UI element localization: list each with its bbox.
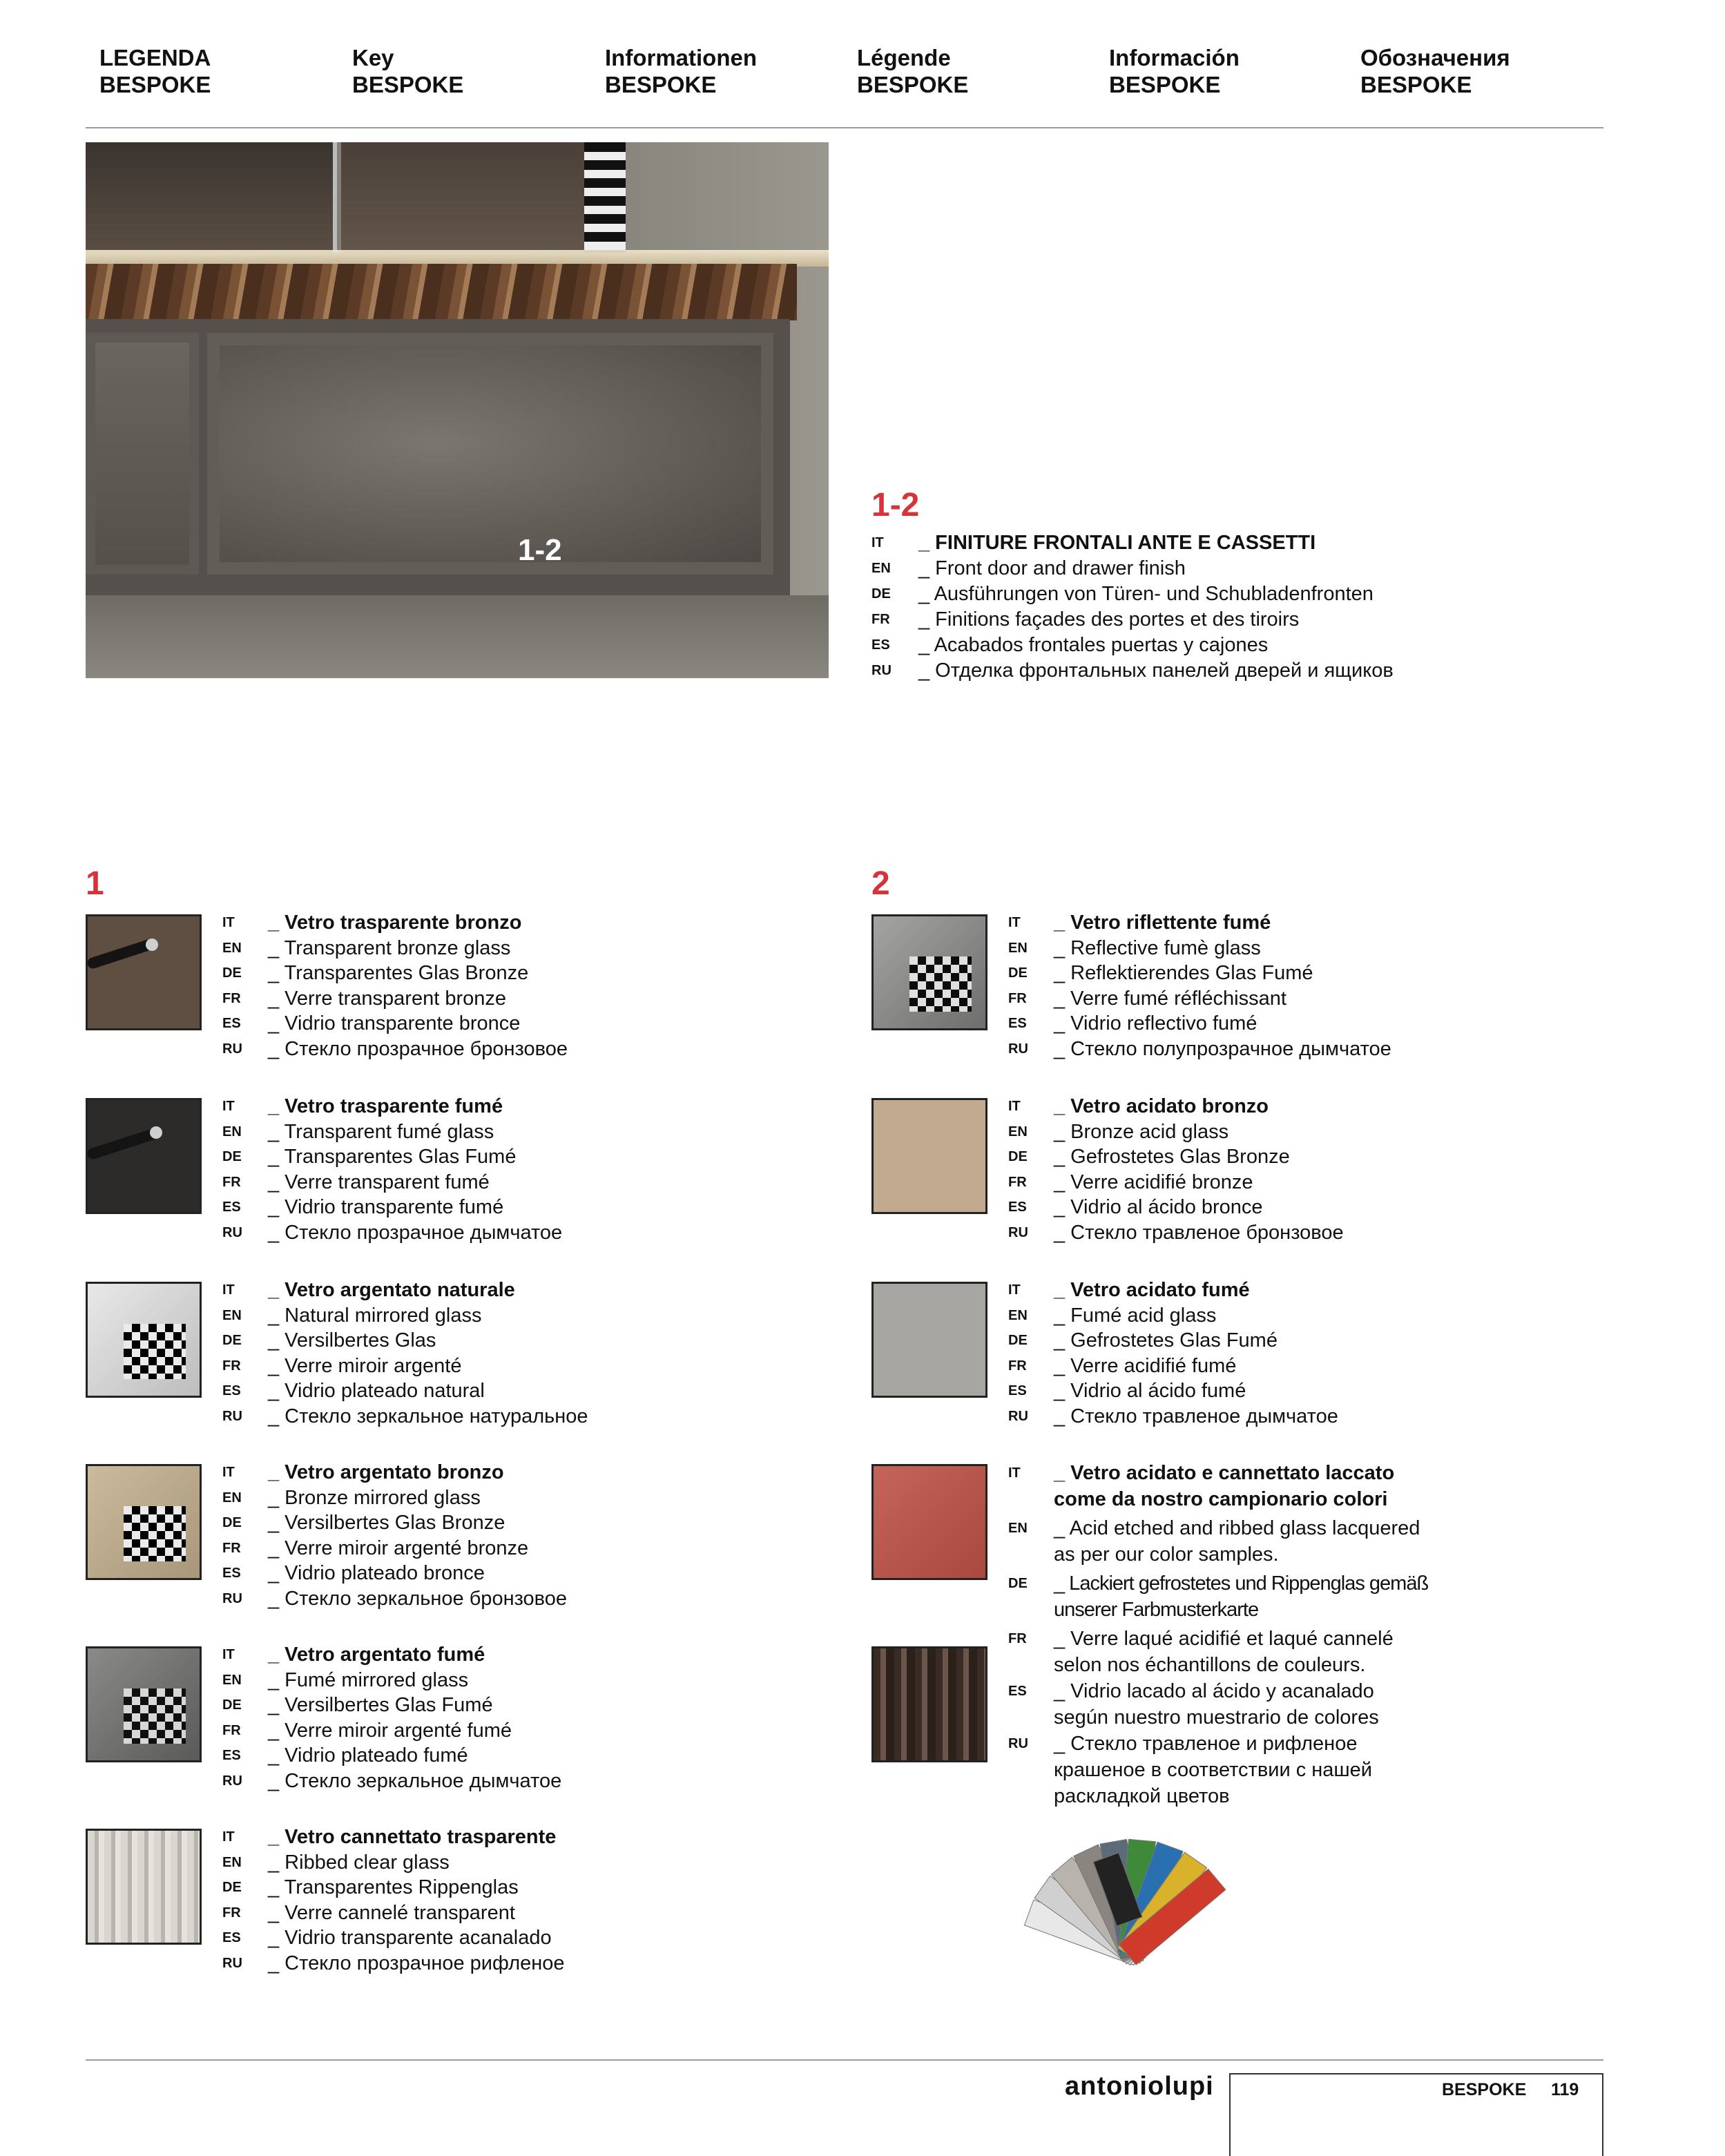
header-subtitle: BESPOKE [1109,72,1221,97]
header-col-es [1109,44,1344,98]
footer-section-label: BESPOKE [1442,2080,1527,2099]
rod-cap [146,939,158,951]
lang-code: EN [1008,1124,1028,1139]
header-title: Key [352,45,394,70]
reflected-artwork [909,956,972,1012]
hero-label: 1-2 [518,533,562,567]
finish-name-cont: según nuestro muestrario de colores [1054,1706,1379,1729]
finish-name: _ Bronze acid glass [1054,1120,1229,1143]
header-subtitle: BESPOKE [605,72,717,97]
finish-name-cont: крашеное в соответствии с нашей [1054,1759,1372,1781]
swatch-ribbed-clear [86,1829,202,1945]
finish-name: _ Стекло зеркальное натуральное [268,1405,588,1427]
lang-code: RU [222,1408,242,1424]
lang-code: RU [871,663,892,678]
lang-code: EN [1008,940,1028,956]
lang-code: FR [222,1905,241,1921]
lang-code: RU [222,1041,242,1057]
lang-code: RU [1008,1041,1028,1057]
finish-name: _ Transparentes Glas Bronze [268,962,529,985]
lang-code: FR [222,990,241,1006]
finish-name: _ Reflective fumè glass [1054,936,1261,959]
lang-code: ES [222,1748,241,1764]
reflected-artwork [124,1324,186,1379]
finish-name: _ Стекло прозрачное рифленое [268,1952,565,1974]
lang-code: ES [1008,1200,1027,1215]
finish-name: _ Transparentes Rippenglas [268,1876,519,1899]
finish-block-lacquered [1008,1460,1428,1809]
swatch-lacquered-ribbed [871,1646,987,1762]
lang-code: EN [871,561,891,576]
header-col-it [99,44,334,98]
finish-name: _ Стекло травленое бронзовое [1054,1221,1344,1244]
finish-name: _ Стекло травленое дымчатое [1054,1405,1338,1427]
lang-code: EN [222,1307,242,1323]
mirror-panel [341,142,624,253]
lang-code: ES [1008,1383,1027,1399]
header-col-de [605,44,840,98]
finish-text: _ Отделка фронтальных панелей дверей и ящиков [918,660,1394,682]
lang-code: DE [222,965,242,981]
finish-name: _ Transparent fumé glass [268,1120,494,1143]
lang-code: DE [871,586,891,601]
lang-code: RU [222,1773,242,1789]
finish-name: _ Versilbertes Glas [268,1329,436,1352]
finish-block [1008,910,1391,1062]
lang-code: RU [222,1955,242,1971]
finish-name: _ Vidrio lacado al ácido y acanalado [1054,1680,1374,1702]
color-fan-image [1050,1826,1195,1971]
finish-name: _ Стекло прозрачное дымчатое [268,1221,563,1244]
footer-box [1229,2073,1603,2156]
rod [86,938,155,970]
striped-object [584,142,626,253]
finish-name: _ Lackiert gefrostetes und Rippenglas gemäß [1054,1572,1429,1595]
finish-name: _ Transparentes Glas Fumé [268,1146,517,1168]
header-title: Información [1109,45,1240,70]
lang-code: ES [222,1016,241,1032]
header-title: Légende [857,45,951,70]
floor-shadow [86,595,829,678]
finish-name: _ Fumé acid glass [1054,1304,1217,1327]
finish-name: _ Vidrio plateado natural [268,1380,485,1403]
finish-name: _ Vetro trasparente bronzo [268,912,522,934]
reflected-artwork [124,1688,186,1744]
finish-name: _ Verre transparent fumé [268,1171,490,1193]
lang-code: ES [1008,1016,1027,1032]
lang-code: IT [222,1282,235,1298]
swatch-fume-acid [871,1282,987,1398]
lang-code: ES [1008,1684,1027,1699]
finish-name: _ Versilbertes Glas Bronze [268,1512,505,1534]
finish-name: _ Fumé mirrored glass [268,1668,469,1691]
header-divider [86,127,1603,128]
lang-code: IT [1008,1282,1021,1298]
finish-name: _ Verre miroir argenté [268,1354,462,1377]
finish-name-cont: come da nostro campionario colori [1054,1488,1388,1510]
lang-code: FR [222,1540,241,1556]
finish-name: _ Стекло прозрачное бронзовое [268,1037,568,1060]
lang-code: DE [222,1149,242,1165]
lang-code: DE [1008,1149,1028,1165]
brand-logo: antoniolupi [1065,2072,1214,2101]
finish-name: _ Vetro acidato bronzo [1054,1095,1269,1117]
finish-name: _ Vetro argentato fumé [268,1644,485,1666]
finish-name: _ Vetro cannettato trasparente [268,1826,557,1848]
lang-code: RU [1008,1224,1028,1240]
finish-block [222,1460,567,1612]
finish-block [222,1825,565,1976]
header-col-en [352,44,587,98]
lang-code: FR [1008,1631,1027,1646]
swatch-reflective-fume [871,914,987,1030]
header-title: Informationen [605,45,757,70]
finish-name: _ Стекло зеркальное бронзовое [268,1587,568,1610]
finish-name: _ Стекло травленое и рифленое [1054,1733,1358,1755]
finish-name: _ Verre laqué acidifié et laqué cannelé [1054,1628,1394,1650]
finish-name: _ Verre miroir argenté bronze [268,1537,529,1559]
finish-name: _ Vetro acidato e cannettato laccato [1054,1462,1395,1484]
lang-code: RU [222,1224,242,1240]
lang-code: DE [222,1515,242,1531]
finish-block [222,1094,562,1246]
page-number: 119 [1551,2080,1579,2099]
finish-text: _ Ausführungen von Türen- und Schubladenfronten [918,583,1374,605]
lang-code: EN [222,1854,242,1870]
finish-name-cont: as per our color samples. [1054,1543,1279,1566]
lang-code: IT [1008,915,1021,930]
cabinet [86,319,790,595]
finish-name: _ Transparent bronze glass [268,936,511,959]
finish-name: _ Vetro riflettente fumé [1054,912,1271,934]
header-col-ru [1360,44,1595,98]
intro-number: 1-2 [871,487,920,523]
lang-code: DE [1008,965,1028,981]
finish-name: _ Verre cannelé transparent [268,1901,515,1924]
header-subtitle: BESPOKE [1360,72,1472,97]
lang-code: FR [222,1174,241,1190]
finish-name: _ Verre fumé réfléchissant [1054,987,1286,1010]
lang-code: DE [222,1880,242,1896]
reflected-artwork [124,1506,186,1561]
header-subtitle: BESPOKE [857,72,969,97]
hero-photo [86,142,829,678]
swatch-fume-mirror [86,1646,202,1762]
finish-name: _ Natural mirrored glass [268,1304,482,1327]
header-title: Обозначения [1360,45,1510,70]
finish-block [222,1278,588,1430]
finish-block [222,910,568,1062]
lang-code: EN [222,940,242,956]
lang-code: FR [871,612,890,627]
lang-code: ES [222,1200,241,1215]
header-subtitle: BESPOKE [99,72,211,97]
lang-code: ES [222,1930,241,1946]
finish-name: _ Verre acidifié bronze [1054,1171,1253,1193]
finish-text: _ Acabados frontales puertas y cajones [918,634,1269,656]
swatch-lacquered-acid [871,1464,987,1580]
mirror-panel [86,142,337,253]
finish-name: _ Gefrostetes Glas Bronze [1054,1146,1290,1168]
lang-code: ES [871,637,890,653]
lang-code: IT [222,1829,235,1845]
finish-name: _ Vidrio al ácido fumé [1054,1380,1246,1403]
lang-code: IT [1008,1099,1021,1114]
finish-name-cont: selon nos échantillons de couleurs. [1054,1654,1366,1676]
lang-code: ES [222,1383,241,1399]
finish-name: _ Gefrostetes Glas Fumé [1054,1329,1278,1352]
rod-cap [150,1126,162,1139]
finish-name: _ Vidrio reflectivo fumé [1054,1012,1257,1035]
lang-code: IT [1008,1465,1021,1481]
finish-name: _ Versilbertes Glas Fumé [268,1694,493,1717]
lang-code: DE [1008,1333,1028,1349]
lang-code: EN [1008,1307,1028,1323]
lang-code: FR [222,1358,241,1374]
section-2-number: 2 [871,865,890,902]
finish-block [1008,1094,1344,1246]
finish-name-cont: раскладкой цветов [1054,1785,1230,1807]
header-subtitle: BESPOKE [352,72,464,97]
lang-code: EN [222,1490,242,1505]
finish-name: _ Ribbed clear glass [268,1851,450,1874]
swatch-bronze-acid [871,1098,987,1214]
lang-code: IT [222,1647,235,1662]
finish-name: _ Vidrio transparente fumé [268,1196,504,1219]
finish-name: _ Vetro argentato bronzo [268,1461,504,1483]
finish-text: _ FINITURE FRONTALI ANTE E CASSETTI [918,532,1316,554]
lang-code: EN [1008,1521,1028,1536]
lang-code: DE [222,1697,242,1713]
lang-code: RU [222,1590,242,1606]
finish-name: _ Bronze mirrored glass [268,1486,481,1509]
finish-text: _ Front door and drawer finish [918,557,1186,579]
lang-code: IT [871,535,884,550]
finish-block [222,1642,561,1794]
finish-name: _ Vidrio plateado bronce [268,1562,485,1585]
lang-code: DE [1008,1576,1028,1591]
finish-name: _ Vetro argentato naturale [268,1279,515,1301]
swatch-bronze-transparent [86,914,202,1030]
lang-code: RU [1008,1408,1028,1424]
swatch-bronze-mirror [86,1464,202,1580]
finish-name: _ Vidrio transparente acanalado [268,1927,552,1950]
finish-name: _ Vidrio al ácido bronce [1054,1196,1263,1219]
lang-code: EN [222,1124,242,1139]
lang-code: FR [222,1722,241,1738]
finish-name: _ Vetro trasparente fumé [268,1095,503,1117]
cabinet-door [86,333,199,575]
finish-name: _ Reflektierendes Glas Fumé [1054,962,1313,985]
footer-divider [86,2059,1603,2061]
lang-code: EN [222,1672,242,1688]
lang-code: ES [222,1566,241,1581]
header-col-fr [857,44,1092,98]
finish-text: _ Finitions façades des portes et des tiroirs [918,608,1300,631]
lang-code: IT [222,915,235,930]
lang-code: FR [1008,990,1027,1006]
lang-code: IT [222,1465,235,1480]
finish-name: _ Vidrio transparente bronce [268,1012,521,1035]
marble-top [86,264,797,320]
lang-code: IT [222,1099,235,1114]
lang-code: DE [222,1333,242,1349]
cabinet-drawer [207,333,773,575]
finish-name: _ Verre transparent bronze [268,987,506,1010]
section-1-number: 1 [86,865,104,902]
finish-name: _ Стекло зеркальное дымчатое [268,1769,562,1792]
header-title: LEGENDA [99,45,211,70]
finish-name: _ Verre miroir argenté fumé [268,1719,512,1742]
finish-block [1008,1278,1338,1430]
finish-name: _ Acid etched and ribbed glass lacquered [1054,1517,1420,1539]
lang-code: FR [1008,1174,1027,1190]
finish-name: _ Vetro acidato fumé [1054,1279,1250,1301]
finish-name: _ Verre acidifié fumé [1054,1354,1237,1377]
finish-name: _ Стекло полупрозрачное дымчатое [1054,1037,1391,1060]
lang-code: FR [1008,1358,1027,1374]
swatch-natural-mirror [86,1282,202,1398]
lang-code: RU [1008,1736,1028,1751]
swatch-fume-transparent [86,1098,202,1214]
finish-name-cont: unserer Farbmusterkarte [1054,1599,1259,1621]
intro-finish-list [871,530,1394,684]
finish-name: _ Vidrio plateado fumé [268,1744,468,1767]
